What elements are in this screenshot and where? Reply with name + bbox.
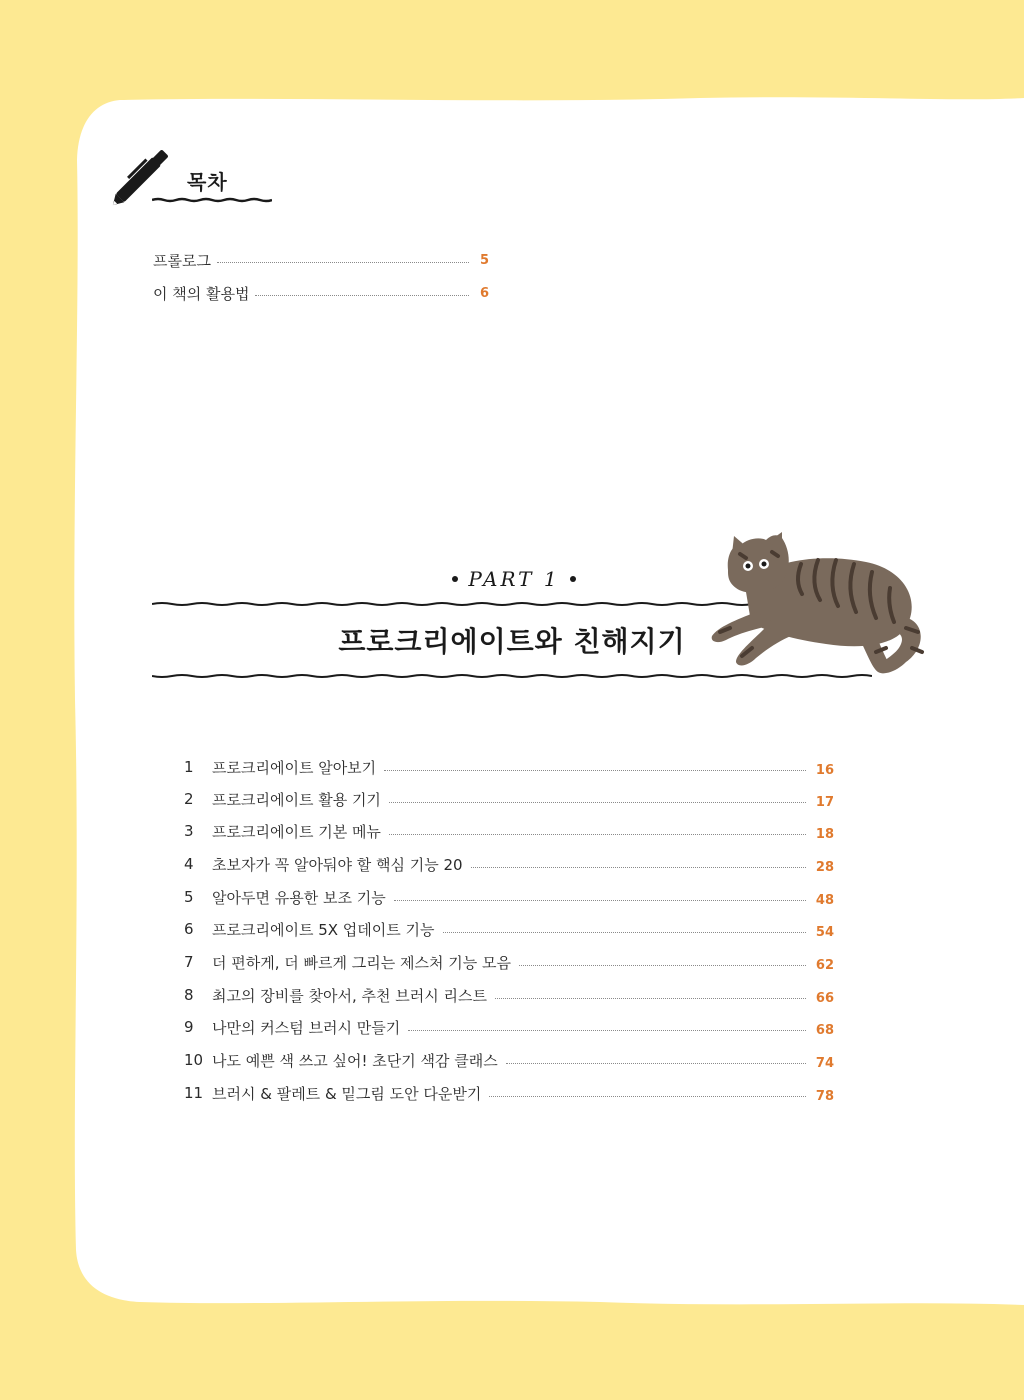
- part-label: [452, 566, 576, 592]
- chapter-item[interactable]: [184, 755, 834, 779]
- dot-leader: [443, 932, 807, 933]
- chapter-label: 브러시 & 팔레트 & 밑그림 도안 다운받기: [212, 1084, 482, 1103]
- dot-leader: [217, 262, 469, 263]
- chapter-number: 8: [184, 986, 194, 1004]
- chapter-page: 28: [815, 859, 834, 875]
- chapter-label: 프로크리에이트 활용 기기: [212, 790, 381, 809]
- dot-leader: [394, 900, 806, 901]
- dot-leader: [489, 1096, 806, 1097]
- chapter-page: 78: [815, 1088, 834, 1104]
- chapter-page: 54: [815, 924, 834, 940]
- chapter-label: 더 편하게, 더 빠르게 그리는 제스처 기능 모음: [212, 953, 511, 972]
- toc-title: 목차: [187, 170, 228, 194]
- bullet-dot: [452, 576, 458, 582]
- chapter-number: 1: [184, 758, 194, 776]
- chapter-number: 11: [184, 1084, 204, 1102]
- toc-item-label: 프롤로그: [153, 251, 211, 270]
- chapter-item[interactable]: [184, 852, 834, 876]
- chapter-number: 6: [184, 920, 194, 938]
- chapter-page: 74: [815, 1055, 834, 1071]
- dot-leader: [389, 834, 806, 835]
- dot-leader: [519, 965, 806, 966]
- chapter-number: 4: [184, 855, 194, 873]
- chapter-label: 최고의 장비를 찾아서, 추천 브러시 리스트: [212, 986, 487, 1005]
- chapter-item[interactable]: [184, 983, 834, 1007]
- chapter-label: 나만의 커스텀 브러시 만들기: [212, 1018, 401, 1037]
- chapter-page: 16: [815, 762, 834, 778]
- dot-leader: [471, 867, 806, 868]
- chapter-page: 17: [815, 794, 834, 810]
- chapter-label: 프로크리에이트 기본 메뉴: [212, 822, 381, 841]
- chapter-number: 5: [184, 888, 194, 906]
- part-label-text: PART 1: [468, 567, 560, 591]
- bullet-dot: [570, 576, 576, 582]
- chapter-label: 프로크리에이트 알아보기: [212, 758, 377, 777]
- dot-leader: [389, 802, 806, 803]
- chapter-item[interactable]: [184, 787, 834, 811]
- chapter-number: 3: [184, 822, 194, 840]
- toc-intro-item[interactable]: [153, 282, 489, 304]
- chapter-item[interactable]: [184, 1081, 834, 1105]
- toc-item-page: 5: [479, 252, 489, 268]
- dot-leader: [495, 998, 806, 999]
- title-underline: [152, 196, 272, 204]
- chapter-label: 알아두면 유용한 보조 기능: [212, 888, 386, 907]
- chapter-page: 62: [815, 957, 834, 973]
- dot-leader: [384, 770, 806, 771]
- chapter-page: 18: [815, 826, 834, 842]
- toc-item-page: 6: [479, 285, 489, 301]
- chapter-item[interactable]: [184, 1015, 834, 1039]
- dot-leader: [255, 295, 469, 296]
- chapter-page: 48: [815, 892, 834, 908]
- chapter-label: 나도 예쁜 색 쓰고 싶어! 초단기 색감 클래스: [212, 1051, 498, 1070]
- toc-item-label: 이 책의 활용법: [153, 284, 250, 303]
- cat-illustration: [706, 532, 936, 682]
- chapter-number: 10: [184, 1051, 204, 1069]
- toc-intro-item[interactable]: [153, 249, 489, 271]
- chapter-item[interactable]: [184, 1048, 834, 1072]
- chapter-item[interactable]: [184, 917, 834, 941]
- part-title: 프로크리에이트와 친해지기: [338, 625, 686, 658]
- chapter-page: 68: [815, 1022, 834, 1038]
- dot-leader: [408, 1030, 806, 1031]
- chapter-item[interactable]: [184, 950, 834, 974]
- chapter-number: 7: [184, 953, 194, 971]
- chapter-item[interactable]: [184, 885, 834, 909]
- chapter-number: 2: [184, 790, 194, 808]
- chapter-label: 초보자가 꼭 알아둬야 할 핵심 기능 20: [212, 855, 463, 874]
- chapter-item[interactable]: [184, 819, 834, 843]
- chapter-page: 66: [815, 990, 834, 1006]
- dot-leader: [506, 1063, 806, 1064]
- chapter-label: 프로크리에이트 5X 업데이트 기능: [212, 920, 435, 939]
- chapter-number: 9: [184, 1018, 194, 1036]
